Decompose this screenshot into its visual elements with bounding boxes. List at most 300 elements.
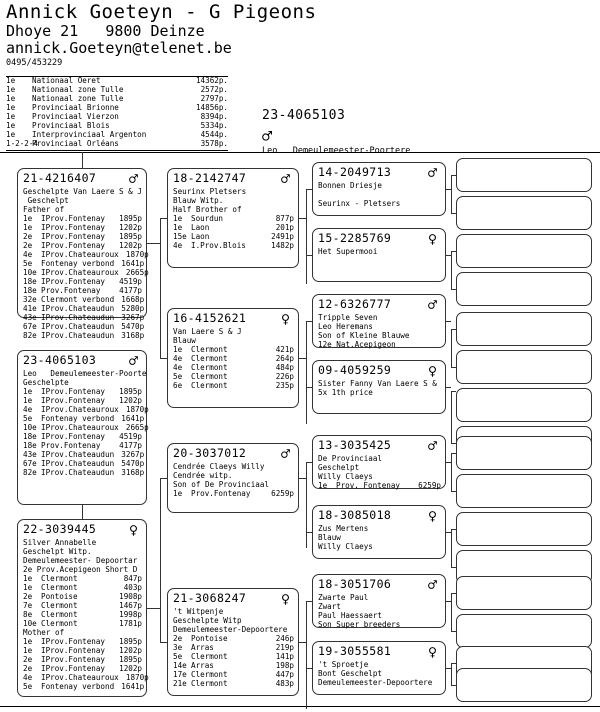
- card-great-grandparent-5[interactable]: [312, 435, 446, 489]
- result-race: IProv.Chateauroux: [41, 268, 119, 277]
- ring-number: 16-4152621: [173, 311, 247, 325]
- card-note: Sister Fanny Van Laere S &: [318, 379, 437, 388]
- result-points: 1467p: [119, 601, 142, 610]
- result-points: 421p: [275, 345, 294, 354]
- result-race: Clermont: [41, 610, 78, 619]
- result-place: 1e: [6, 103, 16, 113]
- result-race: Arras: [191, 643, 214, 652]
- result-place: 2e: [173, 634, 183, 643]
- result-points: 3267p: [121, 313, 145, 322]
- result-place: 82e: [23, 331, 37, 340]
- result-race: Fontenay verbond: [41, 259, 115, 268]
- result-points: 1870p: [125, 250, 149, 259]
- ring-number: 12-6326777: [318, 297, 392, 311]
- ring-number: 22-3039445: [23, 522, 97, 536]
- connector-gp1-bracket: [306, 189, 307, 284]
- connector-to-blank-2: [451, 213, 456, 214]
- result-row: [23, 432, 142, 441]
- result-race: I.Prov.Blois: [191, 241, 246, 250]
- connector-gp3-out: [299, 478, 306, 479]
- card-note: Son of Kleine Blauwe: [318, 331, 410, 340]
- result-place: 5e: [23, 414, 33, 423]
- result-race: Laon: [191, 232, 210, 241]
- card-note: Leo Demeulemeester-Poorte: [23, 369, 147, 378]
- result-place: 5e: [173, 372, 183, 381]
- result-row: [23, 259, 145, 268]
- male-sex-icon: ♂: [128, 170, 138, 188]
- connector-sire-out: [147, 243, 160, 244]
- result-race: IProv.Chateaudun: [41, 459, 115, 468]
- result-race: Provinciaal Brionne: [32, 103, 119, 113]
- result-place: 1e: [173, 223, 183, 232]
- result-place: 1e: [23, 396, 33, 405]
- ring-number: 09-4059259: [318, 363, 392, 377]
- connector-ggp5-bracket: [451, 453, 452, 491]
- card-great-grandparent-7[interactable]: [312, 574, 446, 628]
- connector-ggp3-out: [446, 321, 451, 322]
- result-points: 14856p.: [195, 103, 228, 113]
- card-note: Seurinx - Pletsers: [318, 199, 401, 208]
- connector-to-blank-14: [451, 631, 456, 632]
- card-note: 2e Prov.Acepigeon Short D: [23, 565, 138, 574]
- result-row: [23, 322, 145, 331]
- result-points: 264p: [275, 354, 294, 363]
- result-place: 1e: [23, 214, 33, 223]
- card-header: [173, 312, 294, 327]
- result-race: Clermont verbond: [41, 295, 115, 304]
- card-note: Geschelpte: [23, 378, 69, 387]
- result-row: [173, 241, 294, 250]
- connector-to-blank-4: [451, 289, 456, 290]
- result-race: Sourdun: [191, 214, 224, 223]
- result-points: 3267p: [121, 450, 145, 459]
- subject-ring-number: 23-4065103: [262, 108, 346, 123]
- card-note: 't Sproetje: [318, 660, 369, 669]
- result-points: 1908p: [119, 592, 142, 601]
- card-note: Leo Heremans: [318, 322, 373, 331]
- result-points: 1641p: [121, 414, 145, 423]
- connector-gp4-bracket: [306, 601, 307, 709]
- result-row: [23, 601, 142, 610]
- card-empty-ancestor-5[interactable]: [456, 312, 592, 346]
- card-header: [173, 172, 294, 187]
- result-race: IProv.Fontenay: [41, 396, 106, 405]
- result-race: IProv.Fontenay: [41, 232, 106, 241]
- result-place: 1e: [173, 489, 183, 498]
- owner-email: annick.Goeteyn@telenet.be: [6, 39, 232, 57]
- connector-ggp2-bracket: [451, 251, 452, 289]
- card-note: Cendrée witp.: [173, 471, 233, 480]
- card-note: Geschelpt: [318, 463, 360, 472]
- result-row: [23, 250, 149, 259]
- result-row: [173, 652, 294, 661]
- ring-number: 20-3037012: [173, 446, 247, 460]
- result-place: 15e: [173, 232, 187, 241]
- subject-bird: [262, 108, 512, 157]
- result-points: 1202p: [119, 646, 142, 655]
- result-race: IProv.Chateauroux: [41, 405, 119, 414]
- result-race: IProv.Chateaudun: [41, 450, 115, 459]
- result-place: 1e: [6, 130, 16, 140]
- card-note: Zwarte Paul: [318, 593, 369, 602]
- card-note: Willy Claeys: [318, 472, 373, 481]
- card-empty-ancestor-4[interactable]: [456, 272, 592, 306]
- result-row: [173, 643, 294, 652]
- result-place: 43e: [23, 450, 37, 459]
- card-note: Silver Annabelle: [23, 538, 97, 547]
- result-row: [23, 664, 142, 673]
- result-points: 447p: [275, 670, 294, 679]
- card-note: 12e Nat.Acepigeon: [318, 340, 396, 349]
- result-row: [173, 679, 294, 688]
- card-great-grandparent-1[interactable]: [312, 162, 446, 216]
- connector-to-ggp-7: [306, 601, 312, 602]
- result-points: 1668p: [121, 295, 145, 304]
- result-points: 226p: [275, 372, 294, 381]
- card-empty-ancestor-13[interactable]: [456, 576, 592, 610]
- connector-ggp4-bracket: [451, 391, 452, 443]
- result-points: 1482p: [271, 241, 294, 250]
- result-points: 1895p: [119, 214, 142, 223]
- male-sex-icon: ♂: [280, 445, 290, 463]
- result-row: [23, 304, 145, 313]
- result-row: [23, 387, 142, 396]
- result-points: 2665p: [125, 268, 149, 277]
- connector-to-blank-5: [451, 329, 456, 330]
- result-points: 6259p: [418, 481, 441, 490]
- card-note: Van Laere S & J: [173, 327, 242, 336]
- result-points: 4177p: [119, 441, 142, 450]
- result-points: 1870p: [125, 673, 149, 682]
- result-place: 7e: [23, 601, 33, 610]
- male-sex-icon: ♂: [427, 164, 437, 182]
- card-grandparent-4[interactable]: [167, 588, 299, 696]
- connector-to-gp2: [160, 358, 167, 359]
- result-row: [173, 372, 294, 381]
- result-points: 1202p: [119, 223, 142, 232]
- result-place: 4e: [23, 673, 33, 682]
- male-sex-icon: ♂: [128, 352, 138, 370]
- result-place: 2e: [23, 241, 33, 250]
- result-place: 2e: [23, 592, 33, 601]
- result-race: Clermont: [41, 619, 78, 628]
- card-dam-left[interactable]: [17, 350, 147, 505]
- card-note: Son Super breeders: [318, 620, 401, 629]
- male-sex-icon: ♂: [427, 296, 437, 314]
- connector-ggp1-bracket: [451, 175, 452, 213]
- result-place: 1e: [23, 583, 33, 592]
- connector-to-blank-12: [451, 567, 456, 568]
- result-row: [23, 619, 142, 628]
- result-race: Clermont: [191, 372, 228, 381]
- card-note: Bonnen Driesje: [318, 181, 383, 190]
- result-race: Clermont: [191, 363, 228, 372]
- card-header: [23, 172, 142, 187]
- result-race: IProv.Fontenay: [41, 637, 106, 646]
- card-empty-ancestor-7[interactable]: [456, 388, 592, 422]
- result-place: 1e: [23, 646, 33, 655]
- card-note: Geschelpt: [23, 196, 69, 205]
- result-race: IProv.Chateaudun: [41, 313, 115, 322]
- result-place: 1e: [6, 112, 16, 122]
- connector-to-ggp-6: [306, 532, 312, 533]
- result-row: [173, 670, 294, 679]
- result-points: 141p: [275, 652, 294, 661]
- card-header: [318, 298, 441, 313]
- result-points: 483p: [275, 679, 294, 688]
- card-empty-ancestor-11[interactable]: [456, 512, 592, 546]
- result-points: 201p: [275, 223, 294, 232]
- result-place: 67e: [23, 459, 37, 468]
- result-race: Prov. Fontenay: [336, 481, 401, 490]
- connector-subject-to-sire: [82, 152, 83, 168]
- result-row: [23, 682, 145, 691]
- card-note: Half Brother of: [173, 205, 242, 214]
- card-great-grandparent-3[interactable]: [312, 294, 446, 348]
- card-header: [318, 232, 441, 247]
- result-race: Pontoise: [41, 592, 78, 601]
- connector-to-blank-8: [451, 443, 456, 444]
- connector-to-blank-1: [451, 175, 456, 176]
- result-race: IProv.Chateauroux: [41, 250, 119, 259]
- card-dam[interactable]: [17, 519, 147, 697]
- result-place: 3e: [173, 643, 183, 652]
- result-place: 5e: [173, 652, 183, 661]
- connector-gp4-out: [299, 642, 306, 643]
- ring-number: 23-4065103: [23, 353, 97, 367]
- card-great-grandparent-6[interactable]: [312, 505, 446, 559]
- result-place: 10e: [23, 619, 37, 628]
- result-place: 4e: [23, 405, 33, 414]
- result-row: [23, 637, 142, 646]
- connector-gp2-bracket: [306, 321, 307, 424]
- card-note: Geschelpte Van Laere S & J: [23, 187, 142, 196]
- result-points: 219p: [275, 643, 294, 652]
- result-place: 18e: [23, 441, 37, 450]
- connector-to-gp3: [160, 478, 167, 479]
- subject-owner: Leo Demeulemeester-Poortere: [262, 146, 411, 156]
- card-header: [173, 447, 294, 462]
- result-row: [23, 414, 145, 423]
- result-place: 1e: [6, 76, 16, 86]
- male-sex-icon: ♂: [427, 437, 437, 455]
- result-row: [173, 489, 294, 498]
- result-place: 4e: [173, 363, 183, 372]
- result-place: 1e: [173, 345, 183, 354]
- result-race: IProv.Fontenay: [41, 664, 106, 673]
- result-points: 5470p: [121, 322, 145, 331]
- result-row: [173, 363, 294, 372]
- result-place: 1e: [173, 214, 183, 223]
- result-race: IProv.Fontenay: [41, 387, 106, 396]
- result-row: [173, 232, 294, 241]
- result-race: Arras: [191, 661, 214, 670]
- result-race: IProv.Fontenay: [41, 223, 106, 232]
- female-sex-icon: ♀: [280, 310, 290, 328]
- result-place: 8e: [23, 610, 33, 619]
- female-sex-icon: ♀: [128, 521, 138, 539]
- connector-to-gp1: [160, 218, 167, 219]
- connector-gp3-bracket: [306, 462, 307, 548]
- result-row: [23, 450, 145, 459]
- result-place: 5e: [23, 682, 33, 691]
- result-place: 4e: [23, 250, 33, 259]
- card-great-grandparent-2[interactable]: [312, 228, 446, 282]
- result-points: 877p: [275, 214, 294, 223]
- card-grandparent-3[interactable]: [167, 443, 299, 513]
- result-points: 14362p.: [195, 76, 228, 86]
- male-sex-icon: ♂: [262, 127, 273, 147]
- result-place: 4e: [173, 241, 183, 250]
- card-note: Demeulemeester-Depoortere: [173, 625, 288, 634]
- results-list: [6, 76, 228, 151]
- result-points: 246p: [275, 634, 294, 643]
- owner-address: Dhoye 21 9800 Deinze: [6, 22, 205, 40]
- card-empty-ancestor-10[interactable]: [456, 474, 592, 508]
- card-empty-ancestor-14[interactable]: [456, 614, 592, 648]
- result-row: [23, 405, 149, 414]
- card-empty-ancestor-3[interactable]: [456, 234, 592, 268]
- result-race: Provinciaal Vierzon: [32, 112, 119, 122]
- result-row: [23, 655, 142, 664]
- result-points: 1895p: [119, 387, 142, 396]
- card-header: [318, 645, 441, 660]
- result-row: [23, 295, 145, 304]
- result-place: 10e: [23, 423, 37, 432]
- result-points: 4177p: [119, 286, 142, 295]
- card-sire[interactable]: [17, 168, 149, 340]
- card-header: [318, 364, 441, 379]
- result-place: 1e: [318, 481, 328, 490]
- card-note: Blauw: [318, 533, 341, 542]
- result-row: [173, 381, 294, 390]
- result-row: [23, 441, 142, 450]
- result-points: 1998p: [119, 610, 142, 619]
- card-note: Demeulemeester- Depoortar: [23, 556, 138, 565]
- result-place: 1e: [23, 637, 33, 646]
- result-place: 6e: [173, 381, 183, 390]
- result-place: 18e: [23, 286, 37, 295]
- connector-ggp4-out: [446, 387, 451, 388]
- result-race: Nationaal zone Tulle: [32, 85, 124, 95]
- connector-to-blank-15: [451, 663, 456, 664]
- card-note: Tripple Seven: [318, 313, 378, 322]
- result-row: [318, 481, 441, 490]
- result-place: 1e: [6, 121, 16, 131]
- card-note: 't Witpenje: [173, 607, 224, 616]
- male-sex-icon: ♂: [427, 576, 437, 594]
- connector-ggp6-bracket: [451, 529, 452, 567]
- card-great-grandparent-8[interactable]: [312, 641, 446, 695]
- card-header: [318, 439, 441, 454]
- male-sex-icon: ♂: [280, 170, 290, 188]
- card-empty-ancestor-2[interactable]: [456, 196, 592, 230]
- card-note: Het Supermooi: [318, 247, 378, 256]
- result-race: Clermont: [41, 601, 78, 610]
- card-empty-ancestor-6[interactable]: [456, 350, 592, 384]
- result-race: Clermont: [191, 652, 228, 661]
- result-row: [23, 331, 145, 340]
- result-points: 1895p: [119, 232, 142, 241]
- ring-number: 15-2285769: [318, 231, 392, 245]
- result-points: 3578p.: [200, 139, 228, 149]
- result-race: Laon: [191, 223, 210, 232]
- connector-to-blank-13: [451, 593, 456, 594]
- result-points: 847p: [123, 574, 142, 583]
- result-row: [23, 313, 145, 322]
- result-points: 403p: [123, 583, 142, 592]
- result-row: [23, 214, 142, 223]
- card-empty-ancestor-9[interactable]: [456, 436, 592, 470]
- result-race: Interprovinciaal Argenton: [32, 130, 147, 140]
- card-note: Father of: [23, 205, 65, 214]
- card-note: [318, 190, 441, 199]
- female-sex-icon: ♀: [427, 362, 437, 380]
- connector-to-ggp-4: [306, 387, 312, 388]
- result-points: 2797p.: [200, 94, 228, 104]
- card-grandparent-2[interactable]: [167, 308, 299, 408]
- result-place: 14e: [173, 661, 187, 670]
- connector-ggp7-bracket: [451, 593, 452, 631]
- connector-to-blank-6: [451, 367, 456, 368]
- result-race: Provinciaal Orléans: [32, 139, 119, 149]
- result-place: 2e: [23, 655, 33, 664]
- result-points: 2491p: [271, 232, 294, 241]
- ring-number: 21-4216407: [23, 171, 97, 185]
- result-race: Clermont: [191, 354, 228, 363]
- result-points: 5280p: [121, 304, 145, 313]
- result-points: 1641p: [121, 682, 145, 691]
- ring-number: 14-2049713: [318, 165, 392, 179]
- card-note: Geschelpt Witp.: [23, 547, 92, 556]
- connector-to-blank-16: [451, 685, 456, 686]
- result-points: 1781p: [119, 619, 142, 628]
- female-sex-icon: ♀: [427, 230, 437, 248]
- result-row: [173, 223, 294, 232]
- result-race: Clermont: [191, 679, 228, 688]
- result-points: 3168p: [121, 331, 145, 340]
- card-great-grandparent-4[interactable]: [312, 360, 446, 414]
- result-points: 6259p: [271, 489, 294, 498]
- result-row: [23, 646, 142, 655]
- result-points: 235p: [275, 381, 294, 390]
- result-row: [173, 345, 294, 354]
- connector-to-ggp-5: [306, 462, 312, 463]
- result-row: [173, 354, 294, 363]
- owner-name: Annick Goeteyn - G Pigeons: [6, 1, 317, 23]
- result-row: [23, 673, 149, 682]
- card-empty-ancestor-1[interactable]: [456, 158, 592, 192]
- result-points: 1870p: [125, 405, 149, 414]
- result-place: 41e: [23, 304, 37, 313]
- result-race: Provinciaal Blois: [32, 121, 110, 131]
- result-place: 10e: [23, 268, 37, 277]
- result-points: 2665p: [125, 423, 149, 432]
- result-race: Clermont: [191, 381, 228, 390]
- card-note: Paul Haessaert: [318, 611, 383, 620]
- result-race: IProv.Fontenay: [41, 214, 106, 223]
- result-row: [173, 634, 294, 643]
- card-grandparent-1[interactable]: [167, 168, 299, 268]
- card-empty-ancestor-16[interactable]: [456, 668, 592, 702]
- ring-number: 21-3068247: [173, 591, 247, 605]
- result-points: 8394p.: [200, 112, 228, 122]
- card-note: Zus Mertens: [318, 524, 369, 533]
- connector-to-ggp-8: [306, 668, 312, 669]
- connector-dam-out: [147, 608, 160, 609]
- result-points: 1202p: [119, 664, 142, 673]
- female-sex-icon: ♀: [427, 643, 437, 661]
